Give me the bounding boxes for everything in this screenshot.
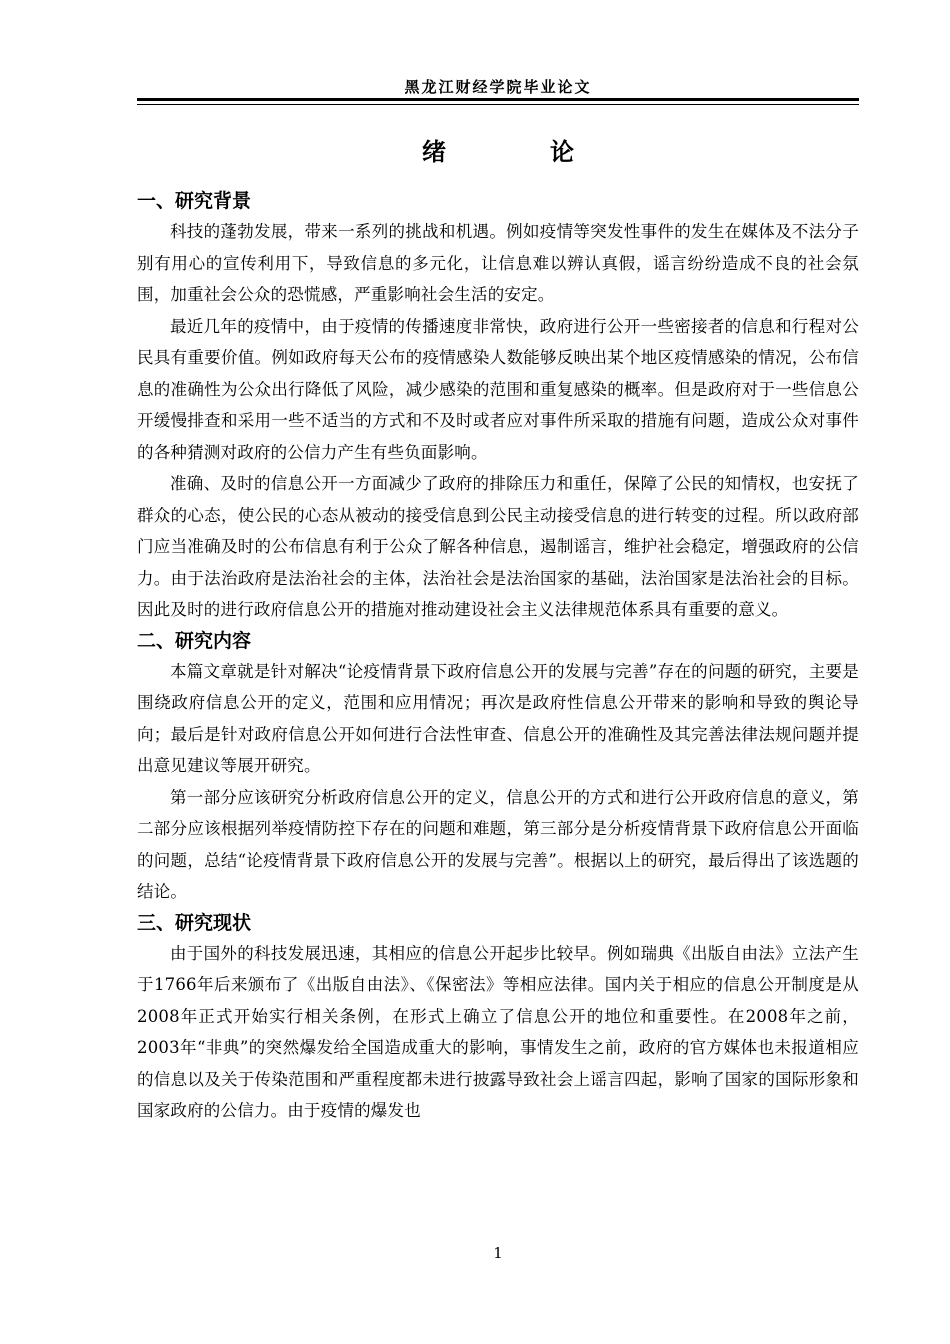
paragraph: 本篇文章就是针对解决“论疫情背景下政府信息公开的发展与完善”存在的问题的研究，主要是围绕政府信息公开的定义，范围和应用情况；再次是政府性信息公开带来的影响和导致的舆论导向；最后是针对政府信息公开如何进行合法性审查、信息公开的准确性及其完善法律法规问题并提出意见建议等展开研究。 [137,661,859,775]
section-heading: 一、研究背景 [137,190,252,212]
section-status [137,908,859,1127]
page-number: 1 [493,1244,503,1262]
chapter-title: 绪 论 [422,138,614,166]
paragraph: 第一部分应该研究分析政府信息公开的定义，信息公开的方式和进行公开政府信息的意义，第二部分应该根据列举疫情防控下存在的问题和难题，第三部分是分析疫情背景下政府信息公开面临的问题，总结“论疫情背景下政府信息公开的发展与完善”。根据以上的研究，最后得出了该选题的结论。 [137,787,859,901]
paragraph: 准确、及时的信息公开一方面减少了政府的排除压力和重任，保障了公民的知情权，也安抚了群众的心态，使公民的心态从被动的接受信息到公民主动接受信息的进行转变的过程。所以政府部门应当准确及时的公布信息有利于公众了解各种信息，遏制谣言，维护社会稳定，增强政府的公信力。由于法治政府是法治社会的主体，法治社会是法治国家的基础，法治国家是法治社会的目标。因此及时的进行政府信息公开的措施对推动建设社会主义法律规范体系具有重要的意义。 [137,474,859,619]
paragraph: 最近几年的疫情中，由于疫情的传播速度非常快，政府进行公开一些密接者的信息和行程对公民具有重要价值。例如政府每天公布的疫情感染人数能够反映出某个地区疫情感染的情况，公布信息的准确性为公众出行降低了风险，减少感染的范围和重复感染的概率。但是政府对于一些信息公开缓慢排查和采用一些不适当的方式和不及时或者应对事件所采取的措施有问题，造成公众对事件的各种猜测对政府的公信力产生有些负面影响。 [137,316,859,462]
paragraph: 由于国外的科技发展迅速，其相应的信息公开起步比较早。例如瑞典《出版自由法》立法产生于1766年后来颁布了《出版自由法》、《保密法》等相应法律。国内关于相应的信息公开制度是从2008年正式开始实行相关条例，在形式上确立了信息公开的地位和重要性。在2008年之前，2003年“非典”的突然爆发给全国造成重大的影响，事情发生之前，政府的官方媒体也未报道相应的信息以及关于传染范围和严重程度都未进行披露导致社会上谣言四起，影响了国家的国际形象和国家政府的公信力。由于疫情的爆发也 [137,943,859,1120]
section-heading: 二、研究内容 [137,629,252,652]
section-heading: 三、研究现状 [137,911,252,934]
body-content [137,186,859,1127]
section-content [137,626,859,908]
paragraph: 科技的蓬勃发展，带来一系列的挑战和机遇。例如疫情等突发性事件的发生在媒体及不法分子别有用心的宣传利用下，导致信息的多元化，让信息难以辨认真假，谣言纷纷造成不良的社会氛围，加重社会公众的恐慌感，严重影响社会生活的安定。 [137,222,859,304]
header-rule-thick [137,98,859,101]
section-background [137,186,859,626]
header-rule-thin [137,104,859,105]
running-header: 黑龙江财经学院毕业论文 [404,78,592,96]
